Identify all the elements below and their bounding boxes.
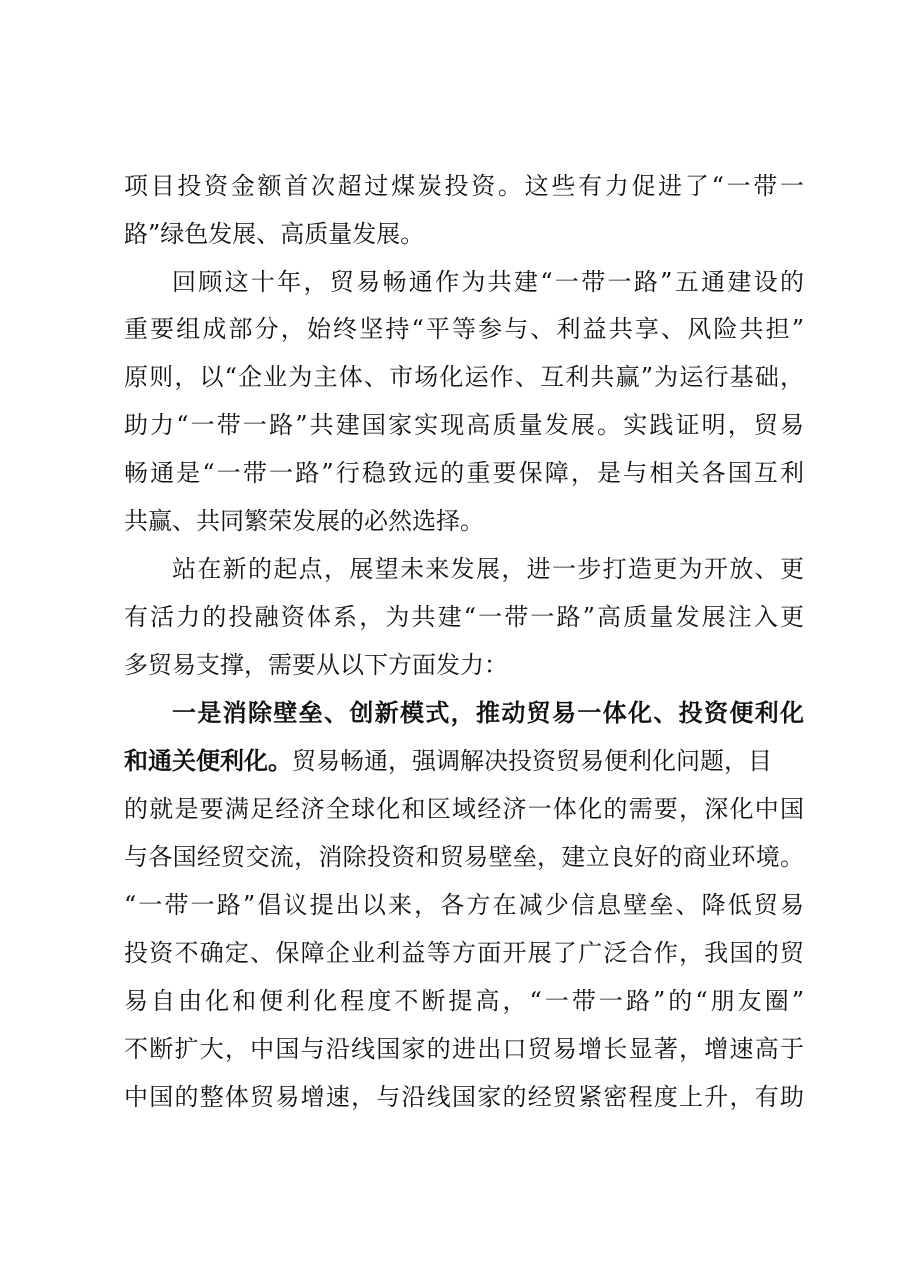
text-line: 重要组成部分，始终坚持“平等参与、利益共享、风险共担” — [124, 315, 804, 343]
text-line: 畅通是“一带一路”行稳致远的重要保障，是与相关各国互利 — [124, 459, 804, 487]
text-line: 的就是要满足经济全球化和区域经济一体化的需要，深化中国 — [124, 795, 804, 823]
text-line: 与各国经贸交流，消除投资和贸易壁垒，建立良好的商业环境。 — [124, 843, 804, 871]
text-line: 有活力的投融资体系，为共建“一带一路”高质量发展注入更 — [124, 603, 804, 631]
text-line: 不断扩大，中国与沿线国家的进出口贸易增长显著，增速高于 — [124, 1035, 804, 1063]
text-line: 共赢、共同繁荣发展的必然选择。 — [124, 507, 484, 535]
body-text-inline: 贸易畅通，强调解决投资贸易便利化问题，目 — [292, 747, 772, 775]
text-line: 多贸易支撑，需要从以下方面发力： — [124, 651, 508, 679]
text-line: 易自由化和便利化程度不断提高，“一带一路”的“朋友圈” — [124, 987, 804, 1015]
paragraph-first-line: 站在新的起点，展望未来发展，进一步打造更为开放、更 — [172, 555, 804, 583]
section-heading: 一是消除壁垒、创新模式，推动贸易一体化、投资便利化 — [172, 699, 804, 727]
text-line: 原则，以“企业为主体、市场化运作、互利共赢”为运行基础， — [124, 363, 804, 391]
text-line: 项目投资金额首次超过煤炭投资。这些有力促进了“一带一 — [124, 172, 804, 200]
paragraph-first-line: 回顾这十年，贸易畅通作为共建“一带一路”五通建设的 — [172, 268, 804, 296]
text-line: 助力“一带一路”共建国家实现高质量发展。实践证明，贸易 — [124, 411, 804, 439]
section-heading-end: 和通关便利化。 — [124, 747, 292, 775]
heading-continuation-line — [124, 745, 804, 777]
text-line: “一带一路”倡议提出以来，各方在减少信息壁垒、降低贸易 — [124, 891, 804, 919]
text-line: 路”绿色发展、高质量发展。 — [124, 220, 425, 248]
text-line: 中国的整体贸易增速，与沿线国家的经贸紧密程度上升，有助 — [124, 1083, 804, 1111]
text-line: 投资不确定、保障企业利益等方面开展了广泛合作，我国的贸 — [124, 939, 804, 967]
